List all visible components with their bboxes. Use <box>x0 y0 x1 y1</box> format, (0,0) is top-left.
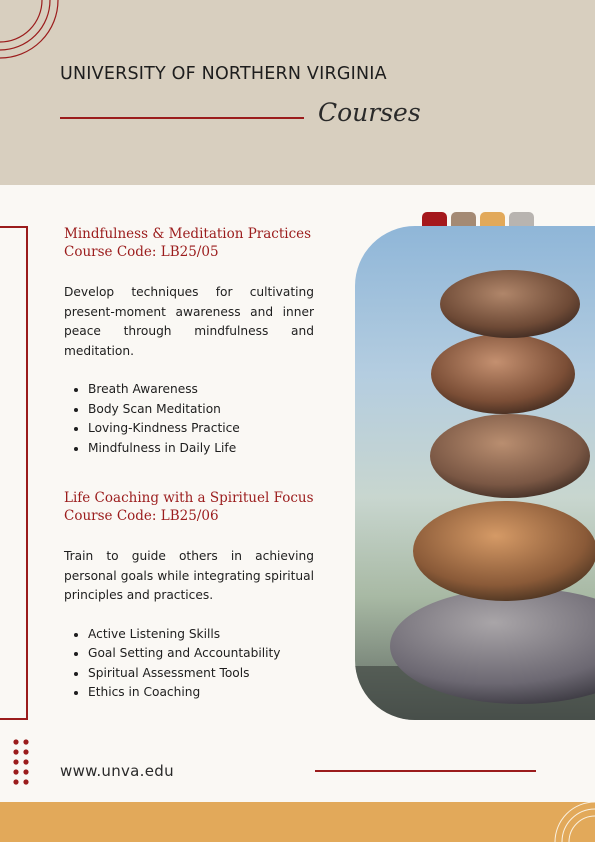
course-title: Mindfulness & Meditation Practices <box>64 226 312 242</box>
course-description: Train to guide others in achieving personal goals while integrating spiritual principles and practices. <box>64 549 314 602</box>
decorative-arcs <box>0 0 70 70</box>
left-accent-frame <box>0 226 28 720</box>
course-block-life-coaching <box>64 489 314 703</box>
header-banner <box>0 0 595 185</box>
list-item: Loving-Kindness Practice <box>74 419 314 439</box>
dot-grid-decoration <box>13 739 33 789</box>
list-item: Spiritual Assessment Tools <box>74 664 314 684</box>
list-item: Active Listening Skills <box>74 625 314 645</box>
footer-divider <box>315 770 536 772</box>
course-title: Life Coaching with a Spirituel Focus <box>64 490 314 506</box>
course-topics <box>64 380 314 458</box>
list-item: Breath Awareness <box>74 380 314 400</box>
header-divider <box>60 117 304 119</box>
course-code: Course Code: LB25/05 <box>64 244 219 260</box>
university-title: UNIVERSITY OF NORTHERN VIRGINIA <box>60 64 387 84</box>
list-item: Goal Setting and Accountability <box>74 644 314 664</box>
website-url: www.unva.edu <box>60 762 174 780</box>
footer-band <box>0 802 595 842</box>
list-item: Body Scan Meditation <box>74 400 314 420</box>
decorative-arcs <box>545 802 595 842</box>
section-title: Courses <box>318 98 421 127</box>
course-description: Develop techniques for cultivating present-moment awareness and inner peace through mindfulness and meditation. <box>64 285 314 358</box>
list-item: Ethics in Coaching <box>74 683 314 703</box>
course-block-mindfulness <box>64 225 314 458</box>
course-topics <box>64 625 314 703</box>
stacked-stones-photo <box>355 226 595 720</box>
list-item: Mindfulness in Daily Life <box>74 439 314 459</box>
course-code: Course Code: LB25/06 <box>64 508 219 524</box>
